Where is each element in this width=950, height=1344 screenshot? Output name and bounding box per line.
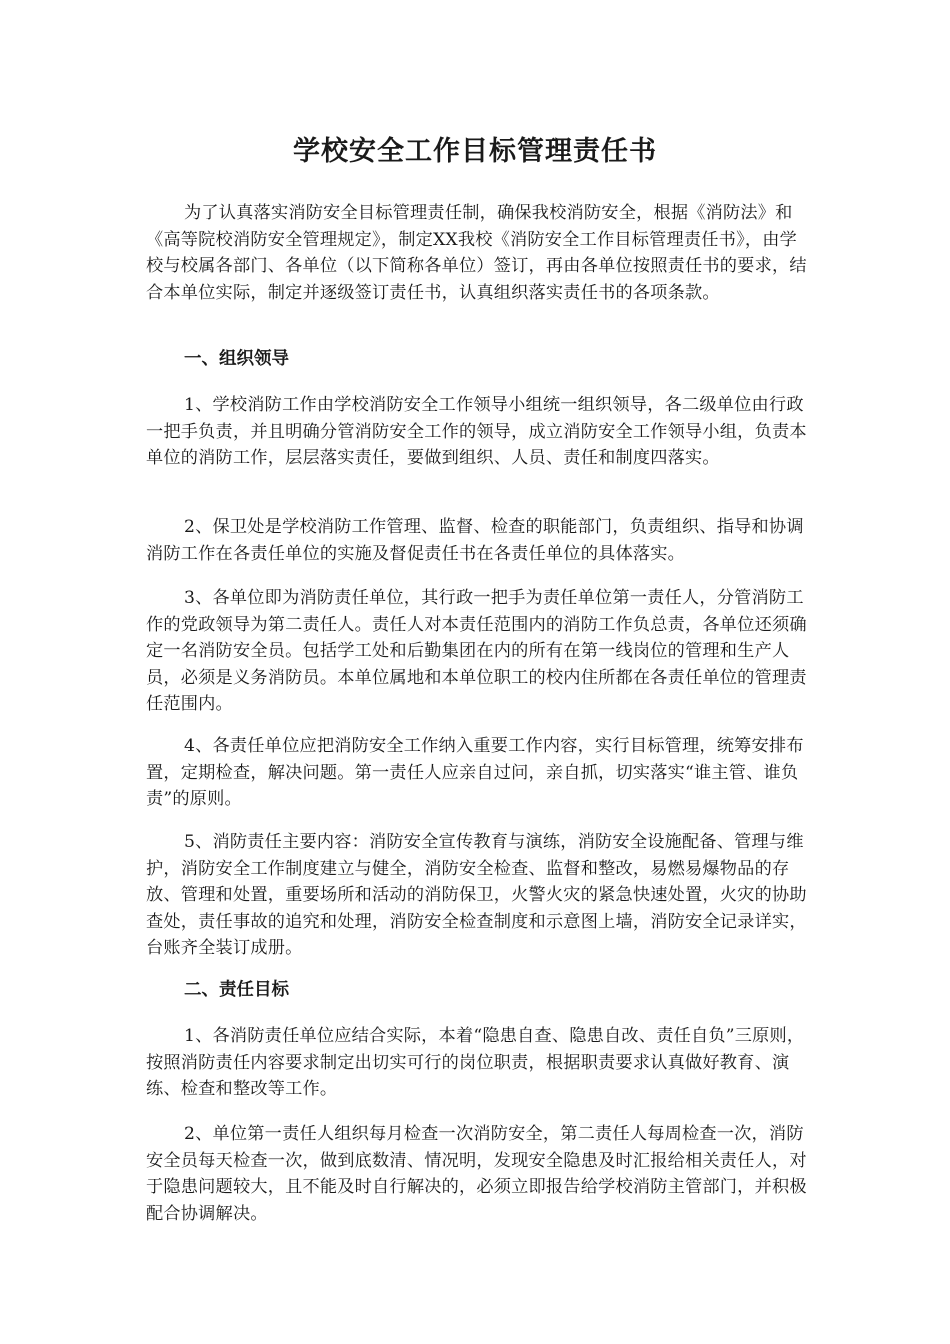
section1-item-5: 5、消防责任主要内容：消防安全宣传教育与演练，消防安全设施配备、管理与维护，消防安全工作制度建立与健全，消防安全检查、监督和整改，易燃易爆物品的存放、管理和处置，重要场所和活动的消防保卫，火警火灾的紧急快速处置，火灾的协助查处，责任事故的追究和处理，消防安全检查制度和示意图上墙，消防安全记录详实，台账齐全装订成册。: [146, 832, 807, 958]
section1-item-1: 1、学校消防工作由学校消防安全工作领导小组统一组织领导，各二级单位由行政一把手负责，并且明确分管消防安全工作的领导，成立消防安全工作领导小组，负责本单位的消防工作，层层落实责任，要做到组织、人员、责任和制度四落实。: [146, 395, 807, 468]
section1-item-2: 2、保卫处是学校消防工作管理、监督、检查的职能部门，负责组织、指导和协调消防工作在各责任单位的实施及督促责任书在各责任单位的具体落实。: [146, 517, 804, 564]
section1-item-3: 3、各单位即为消防责任单位，其行政一把手为责任单位第一责任人，分管消防工作的党政领导为第二责任人。责任人对本责任范围内的消防工作负总责，各单位还须确定一名消防安全员。包括学工处和后勤集团在内的所有在第一线岗位的管理和生产人员，必须是义务消防员。本单位属地和本单位职工的校内住所都在各责任单位的管理责任范围内。: [146, 588, 807, 714]
document-title: 学校安全工作目标管理责任书: [293, 136, 657, 167]
section-heading-targets: 二、责任目标: [184, 980, 289, 1000]
section2-item-1: 1、各消防责任单位应结合实际，本着“隐患自查、隐患自改、责任自负”三原则，按照消防责任内容要求制定出切实可行的岗位职责，根据职责要求认真做好教育、演练、检查和整改等工作。: [146, 1026, 805, 1099]
section1-item-4: 4、各责任单位应把消防安全工作纳入重要工作内容，实行目标管理，统筹安排布置，定期检查，解决问题。第一责任人应亲自过问，亲自抓，切实落实“谁主管、谁负责”的原则。: [146, 736, 804, 809]
intro-paragraph: 为了认真落实消防安全目标管理责任制，确保我校消防安全，根据《消防法》和《高等院校消防安全管理规定》，制定XX我校《消防安全工作目标管理责任书》，由学校与校属各部门、各单位（以下简称各单位）签订，再由各单位按照责任书的要求，结合本单位实际，制定并逐级签订责任书，认真组织落实责任书的各项条款。: [146, 203, 807, 303]
section-heading-organization: 一、组织领导: [184, 349, 289, 369]
section2-item-2: 2、单位第一责任人组织每月检查一次消防安全，第二责任人每周检查一次，消防安全员每天检查一次，做到底数清、情况明，发现安全隐患及时汇报给相关责任人，对于隐患问题较大，且不能及时自行解决的，必须立即报告给学校消防主管部门，并积极配合协调解决。: [146, 1124, 807, 1224]
